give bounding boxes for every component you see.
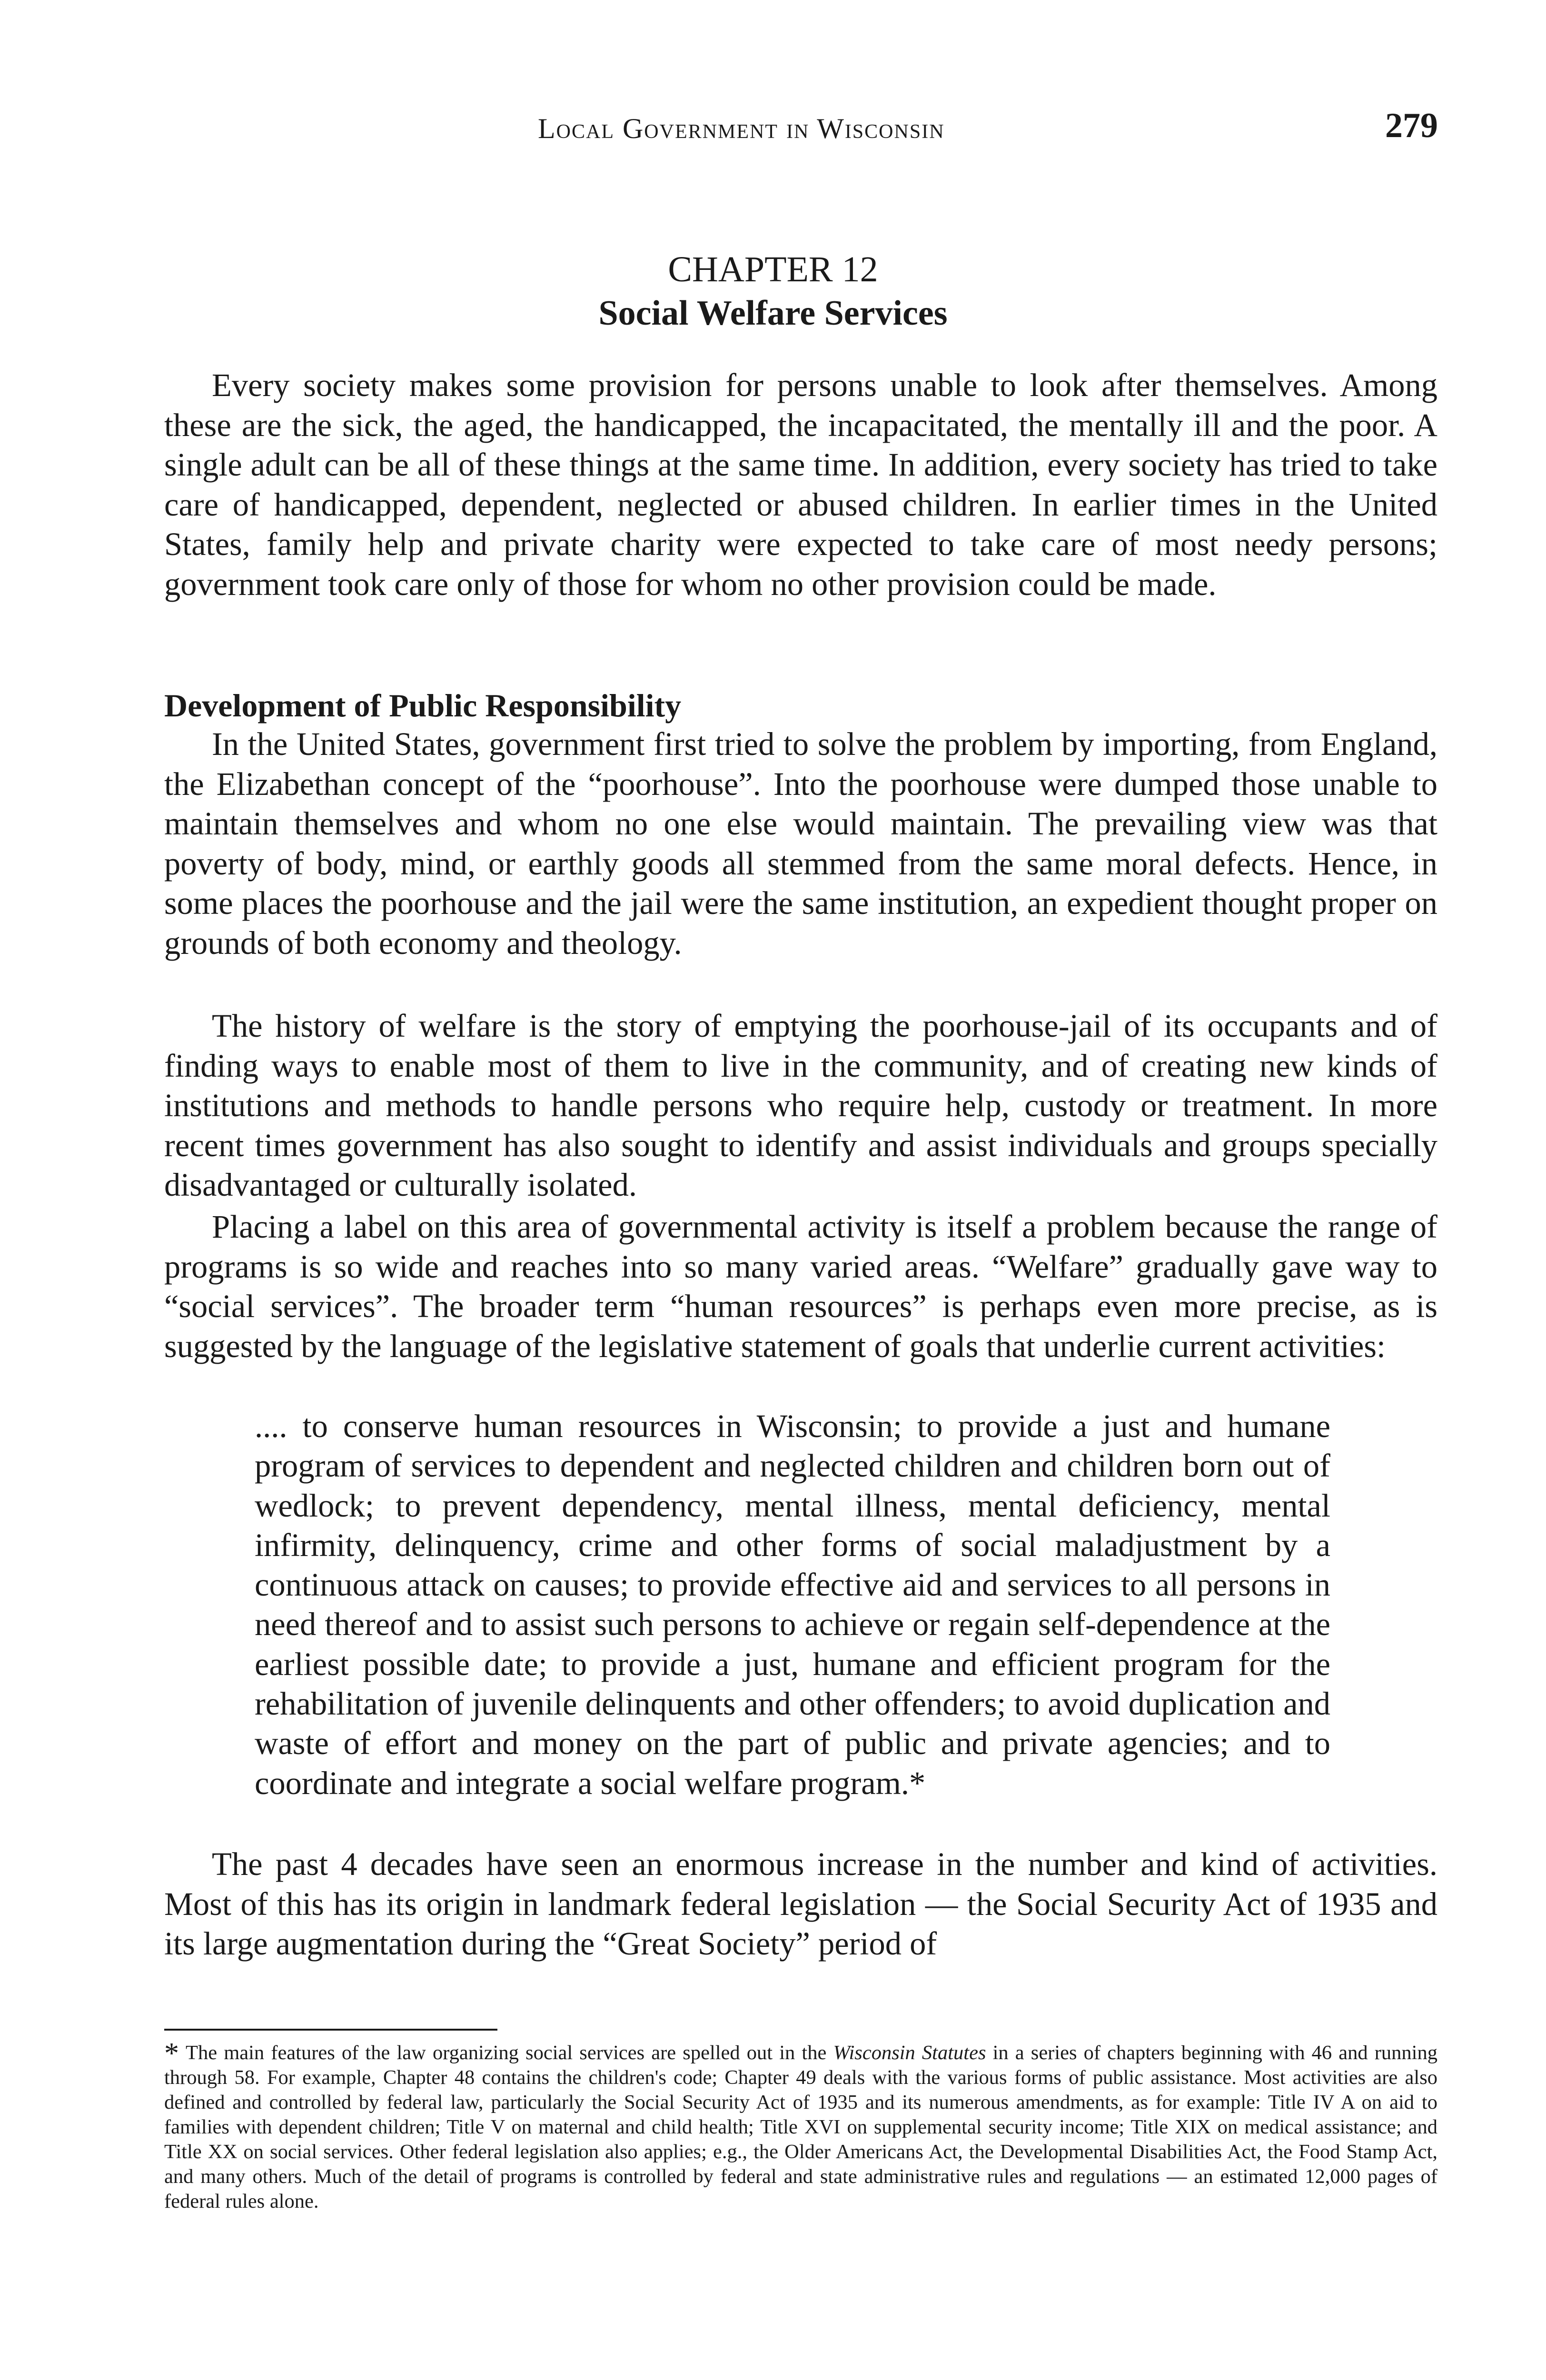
footnote-italic-title: Wisconsin Statutes — [833, 2042, 986, 2064]
section-heading: Development of Public Responsibility — [164, 687, 682, 724]
block-quote: .... to conserve human resources in Wisconsin; to provide a just and humane program of services to dependent and neglected children and children born out of wedlock; to prevent dependency, mental illness, mental deficiency, mental infirmity, delinquency, crime and other forms of social maladjustment by a continuous attack on causes; to provide effective aid and services to all persons in need thereof and to assist such persons to achieve or regain self-dependence at the earliest possible date; to provide a just, humane and efficient program for the rehabilitation of juvenile delinquents and other offenders; to avoid duplication and waste of effort and money on the part of public and private agencies; and to coordinate and integrate a social welfare program.* — [255, 1408, 1330, 1801]
chapter-title: Social Welfare Services — [598, 294, 948, 333]
footnote-marker: * — [164, 2037, 179, 2070]
footnote-text-end: in a series of chapters beginning with 46 and running through 58. For example, Chapter 48 contains the children's code; Chapter 49 deals with the various forms of public assistance. Most activities are also defined and controlled by federal law, particularly the Social Security Act of 1935 and its numerous amendments, as for example: Title IV A on aid to families with dependent children; Title V on maternal and child health; Title XVI on supplemental security income; Title XIX on medical assistance; and Title XX on social services. Other federal legislation also applies; e.g., the Older Americans Act, the Developmental Disabilities Act, the Food Stamp Act, and many others. Much of the detail of programs is controlled by federal and state administrative rules and regulations — an estimated 12,000 pages of federal rules alone. — [164, 2042, 1437, 2212]
footnote-rule — [164, 2029, 497, 2031]
body-paragraph: The past 4 decades have seen an enormous increase in the number and kind of activities. Most of this has its origin in landmark federal legislation — the Social Security Act of 1935 and its large augmentation during the “Great Society” period of — [164, 1846, 1437, 1962]
intro-paragraph: Every society makes some provision for persons unable to look after themselves. Among these are the sick, the aged, the handicapped, the incapacitated, the mentally ill and the poor. A single adult can be all of these things at the same time. In addition, every society has tried to take care of handicapped, dependent, neglected or abused children. In earlier times in the United States, family help and private charity were expected to take care of most needy persons; government took care only of those for whom no other provision could be made. — [164, 367, 1437, 602]
page-number: 279 — [1385, 106, 1438, 145]
chapter-heading: CHAPTER 12 — [668, 249, 878, 289]
body-paragraph: In the United States, government first tried to solve the problem by importing, from England, the Elizabethan concept of the “poorhouse”. Into the poorhouse were dumped those unable to maintain themselves and whom no one else would maintain. The prevailing view was that poverty of body, mind, or earthly goods all stemmed from the same moral defects. Hence, in some places the poorhouse and the jail were the same institution, an expedient thought proper on grounds of both economy and theology. — [164, 726, 1437, 961]
running-head: Local Government in Wisconsin — [538, 113, 945, 144]
body-paragraph: Placing a label on this area of governmental activity is itself a problem because the range of programs is so wide and reaches into so many varied areas. “Welfare” gradually gave way to “social services”. The broader term “human resources” is perhaps even more precise, as is suggested by the language of the legislative statement of goals that underlie current activities: — [164, 1209, 1437, 1364]
body-paragraph: The history of welfare is the story of emptying the poorhouse-jail of its occupants and of finding ways to enable most of them to live in the community, and of creating new kinds of institutions and methods to handle persons who require help, custody or treatment. In more recent times government has also sought to identify and assist individuals and groups specially disadvantaged or culturally isolated. — [164, 1008, 1437, 1203]
footnote — [164, 2037, 1437, 2214]
footnote-text-start: The main features of the law organizing social services are spelled out in the — [186, 2042, 833, 2064]
